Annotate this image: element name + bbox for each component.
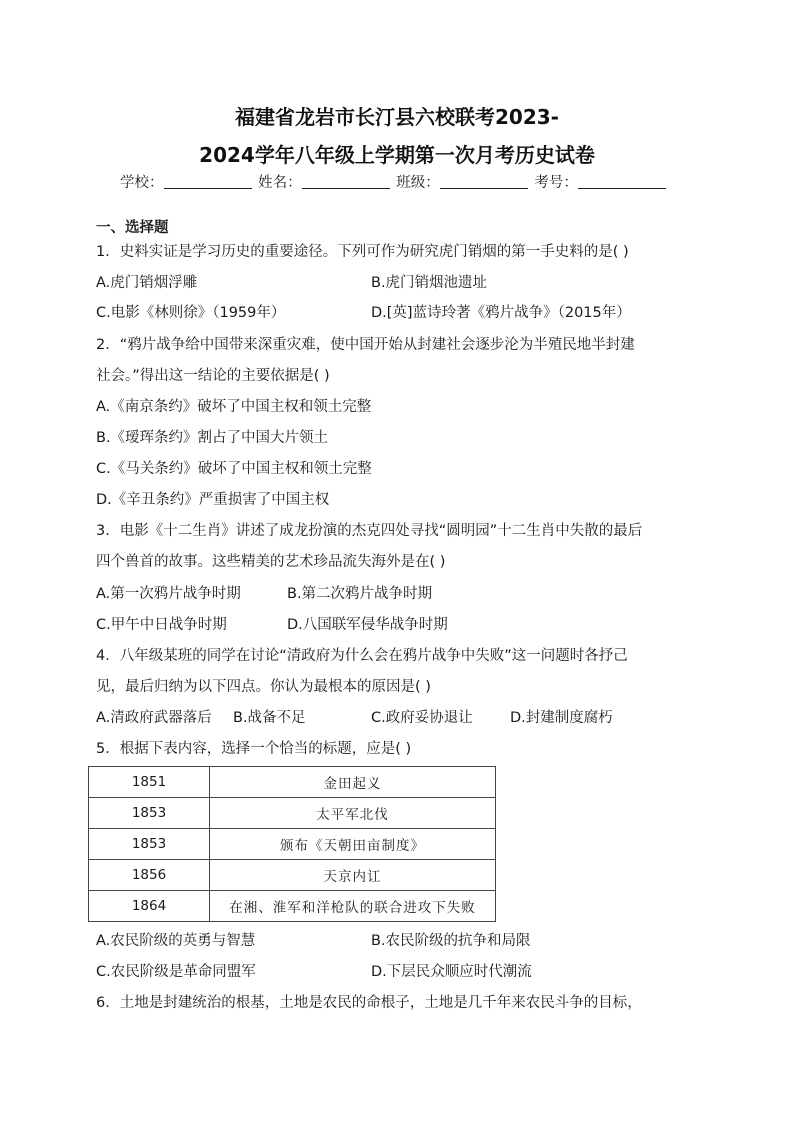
q3-option-c: C.甲午中日战争时期 — [96, 617, 227, 633]
table-event-cell: 颁布《天朝田亩制度》 — [210, 829, 496, 860]
q1-stem: 1．史料实证是学习历史的重要途径。下列可作为研究虎门销烟的第一手史料的是( ) — [96, 244, 629, 260]
q5-stem: 5．根据下表内容，选择一个恰当的标题，应是( ) — [96, 741, 412, 757]
q3-option-b: B.第二次鸦片战争时期 — [287, 586, 433, 602]
q1-option-a: A.虎门销烟浮雕 — [96, 275, 198, 291]
table-event-cell: 天京内讧 — [210, 860, 496, 891]
q5-option-d: D.下层民众顺应时代潮流 — [371, 964, 532, 980]
q2-option-b: B.《瑷珲条约》割占了中国大片领土 — [96, 430, 329, 446]
exam-number-label: 考号： — [534, 175, 578, 191]
exam-number-blank — [578, 174, 666, 189]
q1-option-b: B.虎门销烟池遗址 — [371, 275, 488, 291]
q1-option-d: D.[英]蓝诗玲著《鸦片战争》（2015年） — [371, 305, 631, 321]
q3-option-d: D.八国联军侵华战争时期 — [287, 617, 448, 633]
class-blank — [440, 174, 528, 189]
q5-option-a: A.农民阶级的英勇与智慧 — [96, 933, 256, 949]
section-heading: 一、选择题 — [96, 220, 169, 236]
school-label: 学校： — [120, 175, 164, 191]
q2-stem-line2: 社会。”得出这一结论的主要依据是( ) — [96, 368, 330, 384]
q5-table — [88, 766, 496, 922]
table-row — [89, 860, 496, 891]
table-event-cell: 在湘、淮军和洋枪队的联合进攻下失败 — [210, 891, 496, 922]
class-label: 班级： — [396, 175, 440, 191]
q5-option-b: B.农民阶级的抗争和局限 — [371, 933, 531, 949]
q3-option-a: A.第一次鸦片战争时期 — [96, 586, 241, 602]
q1-option-c: C.电影《林则徐》（1959年） — [96, 305, 286, 321]
name-blank — [302, 174, 390, 189]
exam-title-line1: 福建省龙岩市长汀县六校联考2023- — [235, 105, 559, 129]
q3-stem-line2: 四个兽首的故事。这些精美的艺术珍品流失海外是在( ) — [96, 554, 446, 570]
q4-stem-line1: 4．八年级某班的同学在讨论“清政府为什么会在鸦片战争中失败”这一问题时各抒己 — [96, 648, 628, 664]
table-event-cell: 金田起义 — [210, 767, 496, 798]
table-year-cell: 1851 — [89, 767, 210, 798]
exam-title-line2: 2024学年八年级上学期第一次月考历史试卷 — [199, 143, 595, 167]
q4-option-b: B.战备不足 — [233, 710, 306, 726]
table-year-cell: 1853 — [89, 829, 210, 860]
table-row — [89, 767, 496, 798]
q4-option-c: C.政府妥协退让 — [371, 710, 473, 726]
school-blank — [164, 174, 252, 189]
q5-option-c: C.农民阶级是革命同盟军 — [96, 964, 256, 980]
q4-option-d: D.封建制度腐朽 — [510, 710, 613, 726]
q6-stem-line1: 6．土地是封建统治的根基，土地是农民的命根子，土地是几千年来农民斗争的目标， — [96, 995, 642, 1011]
table-row — [89, 829, 496, 860]
table-year-cell: 1864 — [89, 891, 210, 922]
table-event-cell: 太平军北伐 — [210, 798, 496, 829]
table-year-cell: 1856 — [89, 860, 210, 891]
q2-option-c: C.《马关条约》破坏了中国主权和领土完整 — [96, 461, 372, 477]
table-row — [89, 798, 496, 829]
table-year-cell: 1853 — [89, 798, 210, 829]
name-label: 姓名： — [258, 175, 302, 191]
q4-stem-line2: 见，最后归纳为以下四点。你认为最根本的原因是( ) — [96, 679, 431, 695]
q2-option-a: A.《南京条约》破坏了中国主权和领土完整 — [96, 399, 372, 415]
q2-stem-line1: 2．“鸦片战争给中国带来深重灾难，使中国开始从封建社会逐步沦为半殖民地半封建 — [96, 337, 635, 353]
q3-stem-line1: 3．电影《十二生肖》讲述了成龙扮演的杰克四处寻找“圆明园”十二生肖中失散的最后 — [96, 523, 643, 539]
student-info-row — [120, 171, 680, 192]
q4-option-a: A.清政府武器落后 — [96, 710, 212, 726]
table-row — [89, 891, 496, 922]
q2-option-d: D.《辛丑条约》严重损害了中国主权 — [96, 492, 330, 508]
